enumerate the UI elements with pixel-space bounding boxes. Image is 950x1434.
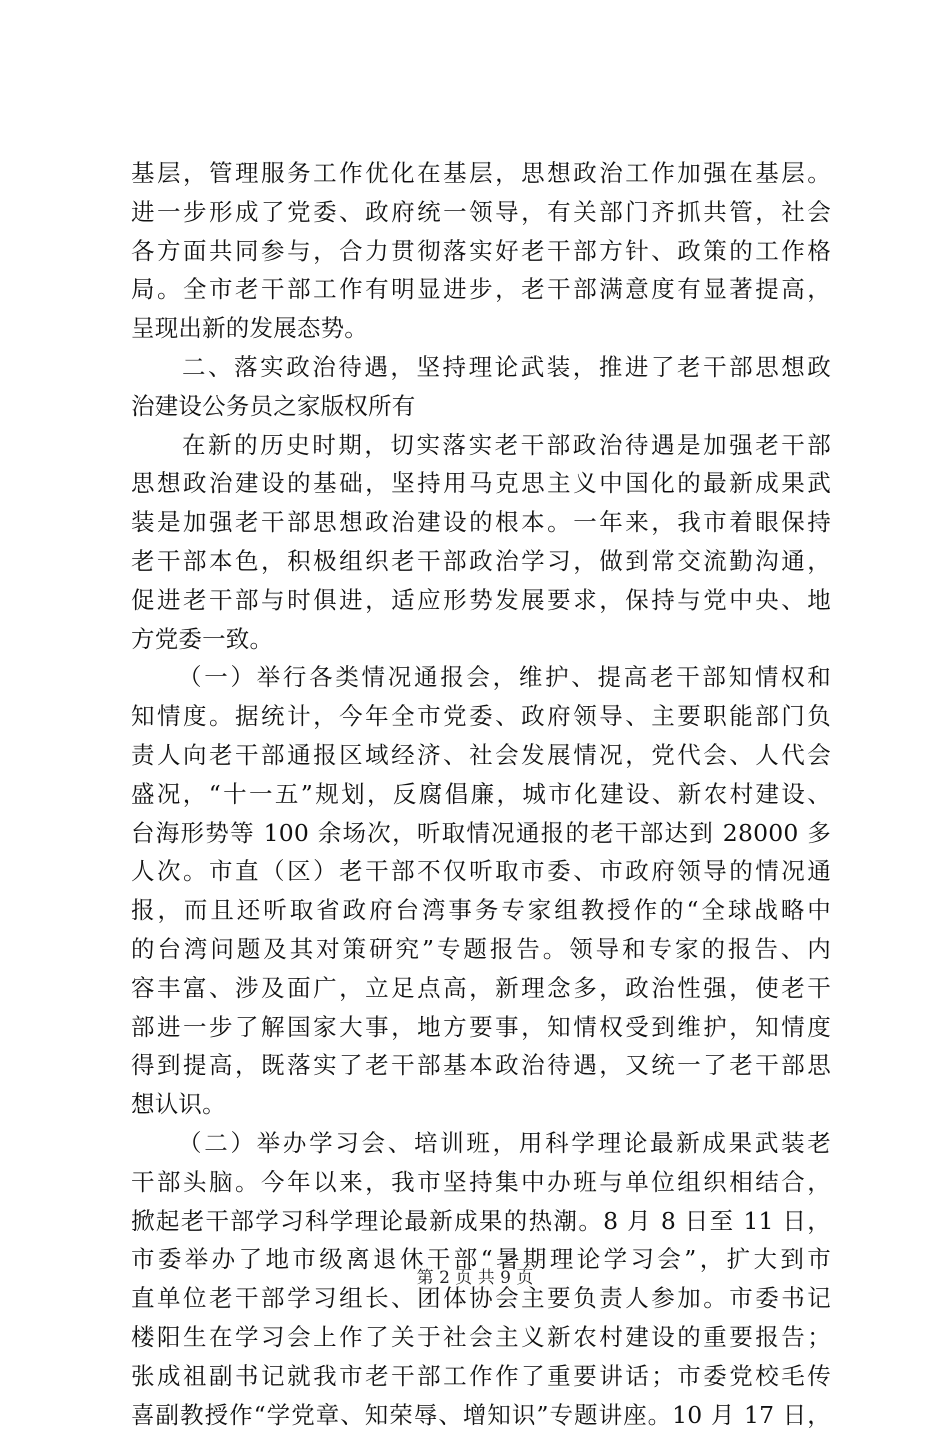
- text-line: 基层，管理服务工作优化在基层，思想政治工作加强在基层。: [131, 154, 831, 193]
- text-line: （二）举办学习会、培训班，用科学理论最新成果武装老: [131, 1124, 831, 1163]
- text-line: 呈现出新的发展态势。: [131, 309, 831, 348]
- text-line: 得到提高，既落实了老干部基本政治待遇，又统一了老干部思: [131, 1046, 831, 1085]
- text-line: 局。全市老干部工作有明显进步，老干部满意度有显著提高，: [131, 270, 831, 309]
- text-line: 容丰富、涉及面广，立足点高，新理念多，政治性强，使老干: [131, 969, 831, 1008]
- text-line: 报，而且还听取省政府台湾事务专家组教授作的“全球战略中: [131, 891, 831, 930]
- text-line: 二、落实政治待遇，坚持理论武装，推进了老干部思想政: [131, 348, 831, 387]
- text-line: 责人向老干部通报区域经济、社会发展情况，党代会、人代会: [131, 736, 831, 775]
- text-line: 在新的历史时期，切实落实老干部政治待遇是加强老干部: [131, 426, 831, 465]
- text-line: 盛况，“十一五”规划，反腐倡廉，城市化建设、新农村建设、: [131, 775, 831, 814]
- text-line: 的台湾问题及其对策研究”专题报告。领导和专家的报告、内: [131, 930, 831, 969]
- text-line: 促进老干部与时俱进，适应形势发展要求，保持与党中央、地: [131, 581, 831, 620]
- text-line: 各方面共同参与，合力贯彻落实好老干部方针、政策的工作格: [131, 232, 831, 271]
- text-line: （一）举行各类情况通报会，维护、提高老干部知情权和: [131, 658, 831, 697]
- text-line: 方党委一致。: [131, 620, 831, 659]
- text-line: 人次。市直（区）老干部不仅听取市委、市政府领导的情况通: [131, 852, 831, 891]
- text-line: 市委举办了地市级离退休干部“暑期理论学习会”，扩大到市: [131, 1240, 831, 1279]
- text-line: 进一步形成了党委、政府统一领导，有关部门齐抓共管，社会: [131, 193, 831, 232]
- text-line: 台海形势等 100 余场次，听取情况通报的老干部达到 28000 多: [131, 814, 831, 853]
- text-line: 治建设公务员之家版权所有: [131, 387, 831, 426]
- document-body: [131, 154, 831, 1434]
- text-line: 掀起老干部学习科学理论最新成果的热潮。8 月 8 日至 11 日，: [131, 1202, 831, 1241]
- text-line: 思想政治建设的基础，坚持用马克思主义中国化的最新成果武: [131, 464, 831, 503]
- text-line: 老干部本色，积极组织老干部政治学习，做到常交流勤沟通，: [131, 542, 831, 581]
- text-line: 部进一步了解国家大事，地方要事，知情权受到维护，知情度: [131, 1008, 831, 1047]
- text-line: 直单位老干部学习组长、团体协会主要负责人参加。市委书记: [131, 1279, 831, 1318]
- text-line: 喜副教授作“学党章、知荣辱、增知识”专题讲座。10 月 17 日，: [131, 1396, 831, 1434]
- text-line: 装是加强老干部思想政治建设的根本。一年来，我市着眼保持: [131, 503, 831, 542]
- text-line: 想认识。: [131, 1085, 831, 1124]
- text-line: 知情度。据统计，今年全市党委、政府领导、主要职能部门负: [131, 697, 831, 736]
- page-footer: 第 2 页 共 9 页: [0, 1267, 950, 1289]
- text-line: 干部头脑。今年以来，我市坚持集中办班与单位组织相结合，: [131, 1163, 831, 1202]
- text-line: 张成祖副书记就我市老干部工作作了重要讲话；市委党校毛传: [131, 1357, 831, 1396]
- text-line: 楼阳生在学习会上作了关于社会主义新农村建设的重要报告；: [131, 1318, 831, 1357]
